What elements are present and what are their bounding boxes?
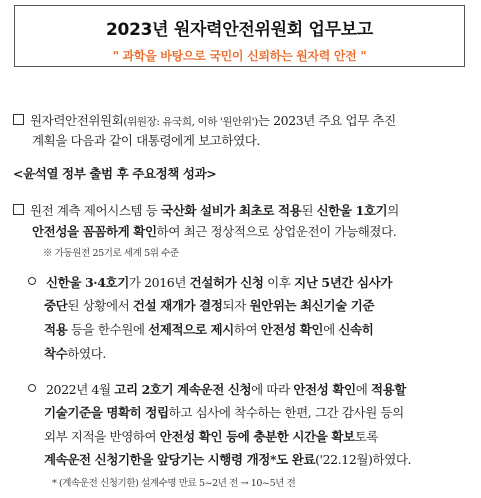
intro-line-1: [13, 111, 396, 129]
bold-text: 안전성 확인: [260, 322, 324, 337]
text: 원전 계측 제어시스템 등: [30, 203, 162, 218]
title-box: [14, 5, 465, 67]
square-bullet-icon: [13, 114, 24, 125]
bold-text: 적용: [44, 322, 68, 337]
text: 에: [323, 322, 339, 337]
text: 2022년 4월: [46, 382, 115, 397]
bold-text: 안전성 확인 등에 충분한 시간을 확보: [159, 429, 355, 444]
bold-text: 원안위는 최신기술 기준: [249, 298, 375, 313]
intro-text: 계획을 다음과 같이 대통령에게 보고하였다.: [32, 133, 261, 148]
bold-text: 중단: [44, 298, 68, 313]
sub2-line-2: [44, 403, 404, 421]
page-subtitle: " 과학을 바탕으로 국민이 신뢰하는 원자력 안전 ": [112, 49, 367, 63]
bold-text: 착수: [44, 346, 68, 361]
text: 가 2016년: [128, 275, 190, 290]
intro-text: 는 2023년 주요 업무 추진: [257, 113, 396, 128]
text: 외부 지적을 반영하여: [44, 429, 160, 444]
sub2-line-4: [44, 450, 411, 468]
sub2-note: * (계속운전 신청기한) 설계수명 만료 5~2년 전 → 10~5년 전: [52, 478, 296, 489]
bold-text: 건설허가 신청: [189, 275, 264, 290]
text: 된: [301, 203, 317, 218]
text: 된 상황에서: [67, 298, 133, 313]
circle-bullet-icon: [28, 277, 36, 285]
bold-text: 지난 5년간 심사가: [294, 275, 393, 290]
sub1-line-2: [44, 296, 374, 314]
bold-text: 신한울 1호기: [316, 203, 388, 218]
item1-line-2: [32, 222, 396, 240]
bold-text: 안전성 확인: [293, 382, 356, 397]
text: 되자: [222, 298, 250, 313]
bold-text: 고리 2호기 계속운전 신청: [114, 382, 252, 397]
bold-text: 안전성을 꼼꼼하게 확인: [32, 224, 157, 239]
page-title: 2023년 원자력안전위원회 업무보고: [106, 20, 373, 40]
bold-text: 선제적으로 제시: [148, 322, 234, 337]
bold-text: 적용할: [370, 382, 406, 397]
text: 하여 최근 정상적으로 상업운전이 가능해졌다.: [156, 224, 397, 239]
item1-line-1: [13, 201, 399, 219]
bold-text: 국산화 설비가 최초로 적용: [161, 203, 302, 218]
text: 등을 한수원에: [67, 322, 149, 337]
text: 에 따라: [251, 382, 294, 397]
sub1-line-4: [44, 344, 106, 362]
sub1-line-3: [44, 320, 373, 338]
text: ('22.12월)하였다.: [315, 452, 412, 467]
text: 의: [387, 203, 399, 218]
sub2-line-1: [28, 380, 406, 398]
item1-note: ※ 가동원전 25기로 세계 5위 수준: [43, 248, 179, 259]
bold-text: 기술기준을 명확히 정립: [44, 405, 169, 420]
bold-text: 건설 재개가 결정: [132, 298, 223, 313]
text: 이후: [263, 275, 295, 290]
text: 하고 심사에 착수하는 한편, 그간 감사원 등의: [168, 405, 404, 420]
text: 하여: [233, 322, 261, 337]
text: 에: [355, 382, 371, 397]
bold-text: 계속운전 신청기한을 앞당기는 시행령 개정*도 완료: [44, 452, 316, 467]
intro-line-2: [32, 131, 260, 149]
sub1-line-1: [28, 273, 392, 291]
text: 하였다.: [67, 346, 106, 361]
intro-text: 원자력안전위원회: [30, 113, 124, 128]
bold-text: 신속히: [338, 322, 374, 337]
sub2-line-3: [44, 427, 378, 445]
bold-text: 신한울 3·4호기: [46, 275, 129, 290]
square-bullet-icon: [13, 204, 24, 215]
text: 토록: [354, 429, 379, 444]
circle-bullet-icon: [28, 384, 36, 392]
intro-paren: (위원장: 유국희, 이하 '원안위'): [123, 116, 258, 128]
section-title: <윤석열 정부 출범 후 주요정책 성과>: [13, 166, 217, 181]
